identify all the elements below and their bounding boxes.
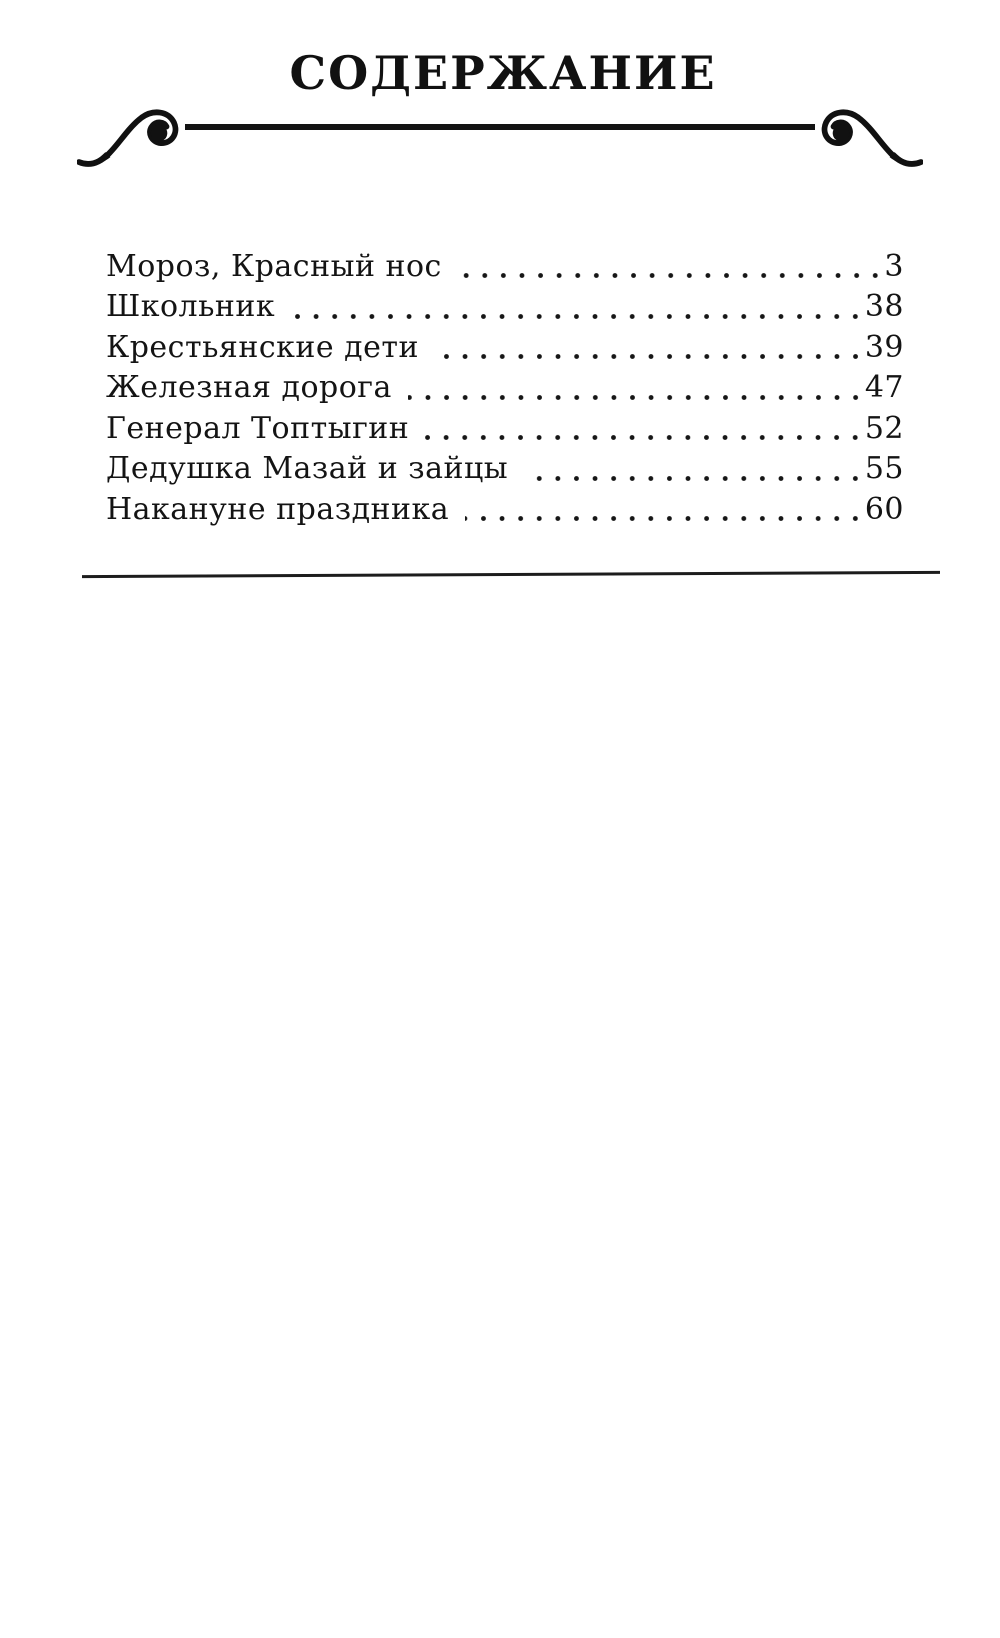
toc-entry	[106, 287, 904, 328]
entry-title: Школьник	[106, 289, 276, 325]
dot-leader	[524, 474, 865, 483]
entry-title: Железная дорога	[106, 370, 392, 406]
entry-page-number: 55	[864, 451, 904, 487]
toc-entry	[106, 490, 904, 531]
title-divider	[77, 101, 923, 167]
entry-title: Мороз, Красный нос	[106, 248, 442, 284]
dot-leader	[465, 514, 865, 523]
entry-page-number: 52	[864, 410, 904, 446]
flourish-swirl-right-icon	[815, 101, 923, 167]
entry-page-number: 39	[864, 329, 904, 365]
toc-entry	[106, 328, 904, 369]
bottom-divider	[82, 571, 940, 578]
entry-title: Накануне праздника	[106, 491, 450, 527]
toc-entry	[106, 409, 904, 450]
flourish-swirl-left-icon	[77, 101, 185, 167]
entry-title: Крестьянские дети	[106, 329, 419, 365]
entry-page-number: 38	[864, 289, 904, 325]
entry-page-number: 60	[864, 491, 904, 527]
dot-leader	[435, 352, 865, 361]
toc-list	[0, 247, 1000, 531]
dot-leader	[458, 271, 885, 280]
toc-entry	[106, 449, 904, 490]
dot-leader	[291, 312, 865, 321]
entry-title: Генерал Топтыгин	[106, 410, 410, 446]
toc-entry	[106, 368, 904, 409]
toc-entry	[106, 247, 904, 288]
entry-page-number: 47	[864, 370, 904, 406]
dot-leader	[408, 393, 865, 402]
entry-page-number: 3	[884, 248, 904, 284]
dot-leader	[425, 433, 865, 442]
entry-title: Дедушка Мазай и зайцы	[106, 451, 509, 487]
divider-rule	[185, 124, 815, 130]
page-title: СОДЕРЖАНИЕ	[289, 46, 717, 100]
page-header	[0, 0, 1000, 167]
